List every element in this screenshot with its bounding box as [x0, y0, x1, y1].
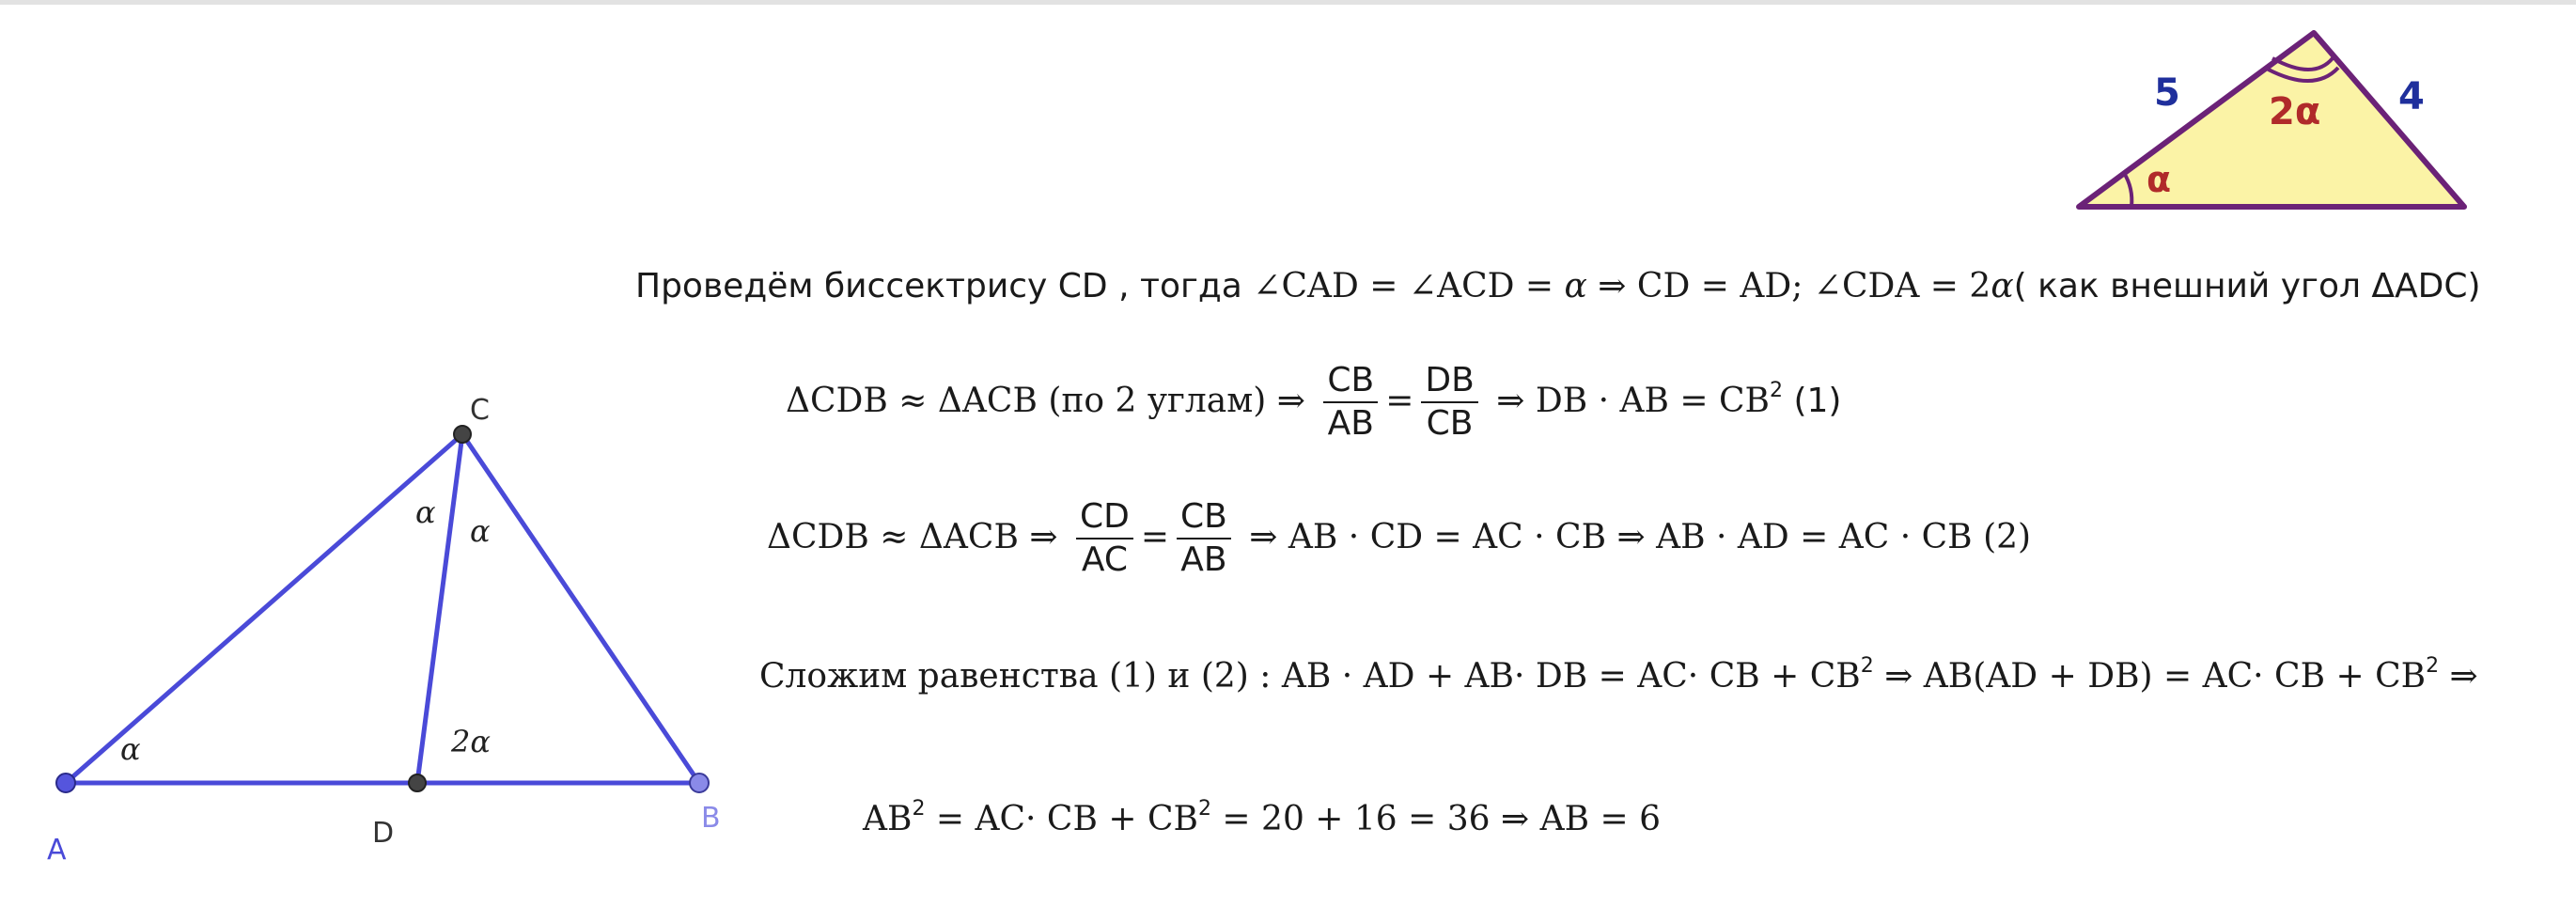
solution-line-2: [786, 360, 1841, 445]
label-b: B: [701, 802, 721, 835]
square-exponent: 2: [912, 797, 926, 821]
inset-side-right-label: 4: [2398, 75, 2425, 118]
solution-line-3: [767, 496, 2031, 581]
solution-line-1: [635, 267, 2481, 305]
solution-line-4: [759, 654, 2478, 696]
equation-tag-1: (1): [1783, 382, 1842, 420]
alpha-symbol: α: [1564, 267, 1587, 305]
label-c: C: [470, 394, 490, 427]
label-a: A: [47, 834, 67, 867]
fraction-cd-ac: $\frac{CD}{AC}$: [1076, 496, 1133, 581]
ab-term: AB: [863, 800, 913, 838]
product-equation: ⇒ DB · AB = CB: [1496, 382, 1770, 420]
square-exponent: 2: [1860, 654, 1874, 678]
implies-arrow: ⇒: [2439, 657, 2478, 696]
cd-equals-ad: ⇒ CD = AD; ∠CDA = 2: [1586, 267, 1991, 305]
square-exponent: 2: [1770, 379, 1783, 402]
equals-sign: =: [1385, 382, 1414, 420]
alpha-symbol: α: [1991, 267, 2014, 305]
inset-side-left-label: 5: [2154, 71, 2180, 115]
equals-sign: =: [1140, 518, 1169, 556]
sum-equations: Сложим равенства (1) и (2) : AB · AD + AB· DB = AC· CB + CB: [759, 657, 1861, 696]
external-angle-note: ( как внешний угол ΔADC): [2013, 267, 2481, 305]
angle-label-c-right: α: [470, 513, 491, 549]
angle-label-c-left: α: [415, 494, 436, 530]
square-exponent: 2: [1197, 797, 1211, 821]
text-bisector-intro: Проведём биссектрису CD , тогда: [635, 267, 1254, 305]
fraction-cb-ab: $\frac{CB}{AB}$: [1323, 360, 1378, 445]
final-answer: = 20 + 16 = 36 ⇒ AB = 6: [1210, 800, 1662, 838]
angle-label-a: α: [120, 731, 141, 767]
fraction-cb-ab: $\frac{CB}{AB}$: [1177, 496, 1231, 581]
similarity-statement: ΔCDB ≈ ΔACB (по 2 углам) ⇒: [786, 382, 1305, 420]
factored-sum: ⇒ AB(AD + DB) = AC· CB + CB: [1873, 657, 2427, 696]
angle-label-d: 2α: [451, 724, 491, 759]
product-equation-2: ⇒ AB · CD = AC · CB ⇒ AB · AD = AC · CB (2): [1249, 518, 2032, 556]
angle-equality: ∠CAD = ∠ACD =: [1253, 267, 1565, 305]
solution-line-5: [863, 797, 1662, 838]
fraction-db-cb: $\frac{DB}{CB}$: [1421, 360, 1477, 445]
label-d: D: [372, 817, 395, 850]
inset-angle-top-label: 2α: [2269, 90, 2321, 133]
inset-angle-left-label: α: [2147, 159, 2172, 200]
sum-terms: = AC· CB + CB: [925, 800, 1198, 838]
similarity-statement: ΔCDB ≈ ΔACB ⇒: [767, 518, 1058, 556]
square-exponent: 2: [2426, 654, 2440, 678]
